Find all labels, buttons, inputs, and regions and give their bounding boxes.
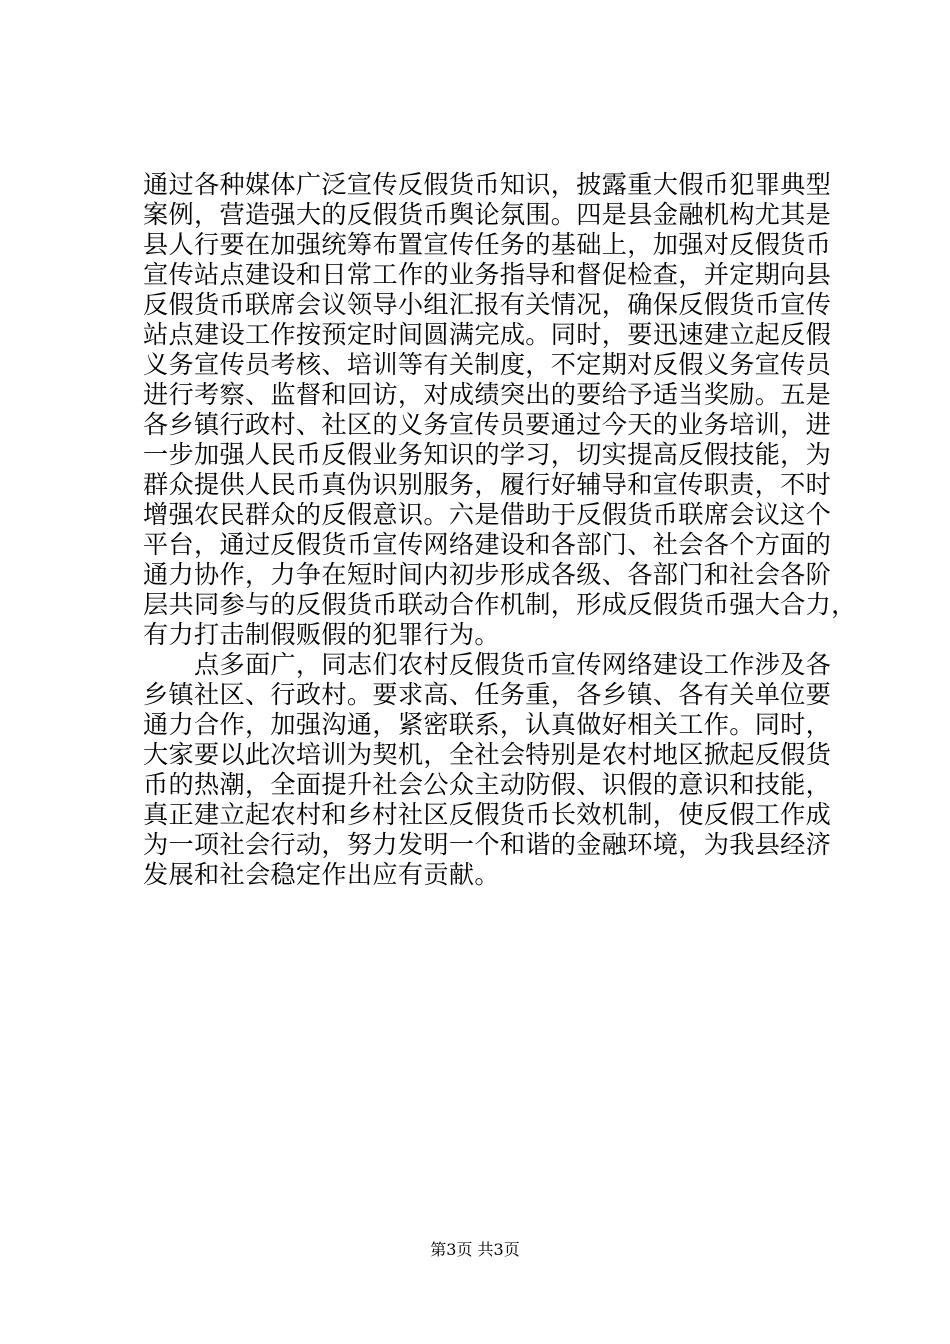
- text-line: 真正建立起农村和乡村社区反假货币长效机制，使反假工作成: [143, 800, 832, 829]
- text-line: 增强农民群众的反假意识。六是借助于反假货币联席会议这个: [143, 500, 832, 529]
- page-footer: [0, 1240, 950, 1260]
- text-line: 案例，营造强大的反假货币舆论氛围。四是县金融机构尤其是: [143, 200, 832, 229]
- text-line: 一步加强人民币反假业务知识的学习，切实提高反假技能，为: [143, 440, 832, 469]
- text-line: 为一项社会行动，努力发明一个和谐的金融环境，为我县经济: [143, 830, 832, 859]
- text-line: 义务宣传员考核、培训等有关制度，不定期对反假义务宣传员: [143, 350, 832, 379]
- text-line: 层共同参与的反假货币联动合作机制，形成反假货币强大合力，: [143, 590, 857, 619]
- text-line: 大家要以此次培训为契机，全社会特别是农村地区掀起反假货: [143, 740, 832, 769]
- text-line: 站点建设工作按预定时间圆满完成。同时，要迅速建立起反假: [143, 320, 832, 349]
- text-line: 各乡镇行政村、社区的义务宣传员要通过今天的业务培训，进: [143, 410, 832, 439]
- text-line: 有力打击制假贩假的犯罪行为。: [143, 620, 500, 649]
- text-line: 点多面广，同志们农村反假货币宣传网络建设工作涉及各: [143, 650, 832, 679]
- text-line: 乡镇社区、行政村。要求高、任务重，各乡镇、各有关单位要: [143, 680, 832, 709]
- text-line: 反假货币联席会议领导小组汇报有关情况，确保反假货币宣传: [143, 290, 832, 319]
- text-line: 币的热潮，全面提升社会公众主动防假、识假的意识和技能，: [143, 770, 832, 799]
- body-text: [143, 170, 857, 890]
- text-line: 通力协作，力争在短时间内初步形成各级、各部门和社会各阶: [143, 560, 832, 589]
- text-line: 宣传站点建设和日常工作的业务指导和督促检查，并定期向县: [143, 260, 832, 289]
- text-line: 通力合作，加强沟通，紧密联系，认真做好相关工作。同时，: [143, 710, 832, 739]
- text-line: 进行考察、监督和回访，对成绩突出的要给予适当奖励。五是: [143, 380, 832, 409]
- page-number-label: 第3页 共3页: [430, 1240, 520, 1259]
- text-line: 发展和社会稳定作出应有贡献。: [143, 860, 500, 889]
- text-line: 平台，通过反假货币宣传网络建设和各部门、社会各个方面的: [143, 530, 832, 559]
- text-line: 通过各种媒体广泛宣传反假货币知识，披露重大假币犯罪典型: [143, 170, 832, 199]
- text-line: 群众提供人民币真伪识别服务，履行好辅导和宣传职责，不时: [143, 470, 832, 499]
- text-line: 县人行要在加强统筹布置宣传任务的基础上，加强对反假货币: [143, 230, 832, 259]
